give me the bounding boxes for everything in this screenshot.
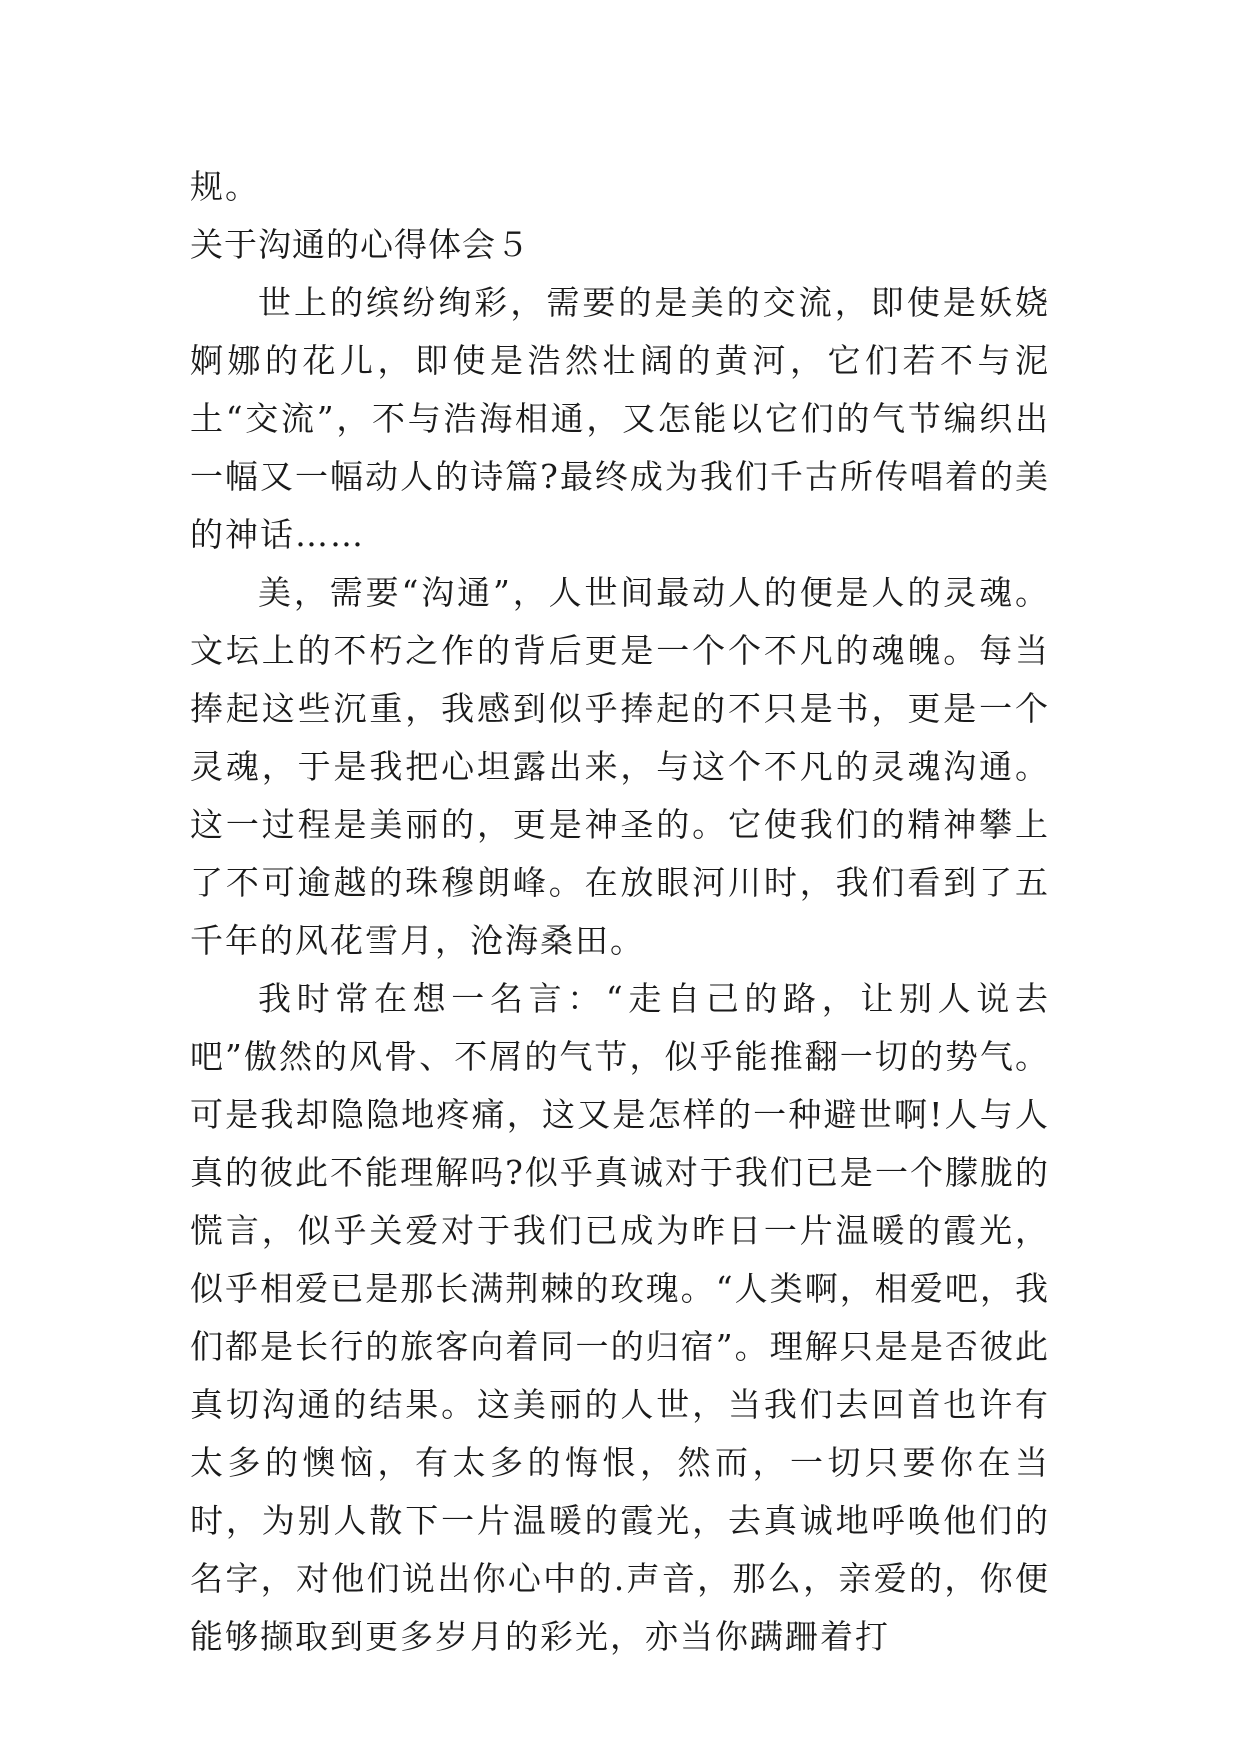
document-body xyxy=(190,158,1050,1666)
paragraph-3: 我时常在想一名言：“走自己的路，让别人说去吧”傲然的风骨、不屑的气节，似乎能推翻一切的势气。可是我却隐隐地疼痛，这又是怎样的一种避世啊!人与人真的彼此不能理解吗?似乎真诚对于我们已是一个朦胧的慌言，似乎关爱对于我们已成为昨日一片温暖的霞光，似乎相爱已是那长满荆棘的玫瑰。“人类啊，相爱吧，我们都是长行的旅客向着同一的归宿”。理解只是是否彼此真切沟通的结果。这美丽的人世，当我们去回首也许有太多的懊恼，有太多的悔恨，然而，一切只要你在当时，为别人散下一片温暖的霞光，去真诚地呼唤他们的名字，对他们说出你心中的.声音，那么，亲爱的，你便能够撷取到更多岁月的彩光，亦当你蹒跚着打 xyxy=(190,979,1050,1656)
section-heading: 关于沟通的心得体会５ xyxy=(190,225,530,264)
fragment-line: 规。 xyxy=(190,167,260,206)
paragraph-2: 美，需要“沟通”，人世间最动人的便是人的灵魂。文坛上的不朽之作的背后更是一个个不凡的魂魄。每当捧起这些沉重，我感到似乎捧起的不只是书，更是一个灵魂，于是我把心坦露出来，与这个不凡的灵魂沟通。这一过程是美丽的，更是神圣的。它使我们的精神攀上了不可逾越的珠穆朗峰。在放眼河川时，我们看到了五千年的风花雪月，沧海桑田。 xyxy=(190,573,1050,960)
paragraph-1: 世上的缤纷绚彩，需要的是美的交流，即使是妖娆婀娜的花儿，即使是浩然壮阔的黄河，它们若不与泥土“交流”，不与浩海相通，又怎能以它们的气节编织出一幅又一幅动人的诗篇?最终成为我们千古所传唱着的美的神话…… xyxy=(190,283,1050,554)
